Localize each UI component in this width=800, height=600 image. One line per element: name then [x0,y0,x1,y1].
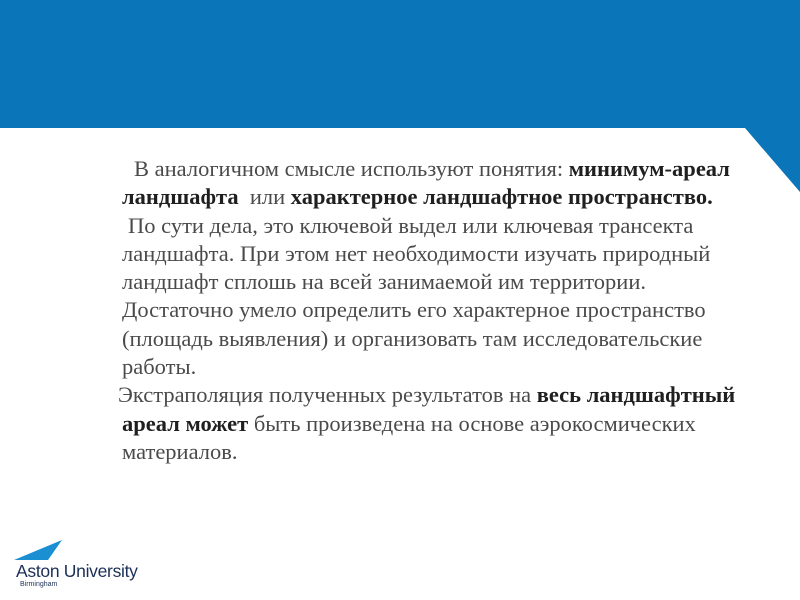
paragraph-2-text: По сути дела, это ключевой выдел или ключевая трансекта ландшафта. При этом нет необходимости изучать природный ландшафт сплошь на всей занимаемой им территории. Достаточно умело определить его характерное пространство (площадь выявления) и организовать там исследовательские работы. [122,212,711,380]
slide-body [118,155,762,466]
paragraph-3-part-1: Экстраполяция полученных результатов на [118,382,537,408]
paragraph-1-part-3: или [238,184,291,210]
paragraph-2 [122,212,762,382]
paragraph-1 [122,155,762,212]
logo-triangle-icon [14,540,66,562]
logo-city: Birmingham [20,581,58,588]
logo-name: Aston University [16,561,138,581]
term-minimum-areal: минимум-ареал ландшафта [122,156,730,210]
term-characteristic-space: характерное ландшафтное пространство. [290,184,713,210]
aston-university-logo [14,540,154,592]
paragraph-1-part-1: В аналогичном смысле используют понятия: [134,156,569,181]
term-whole-areal: весь ландшафтный ареал может [122,382,736,436]
paragraph-3 [118,381,762,466]
paragraph-3-part-3: быть произведена на основе аэрокосмических материалов. [122,410,696,464]
